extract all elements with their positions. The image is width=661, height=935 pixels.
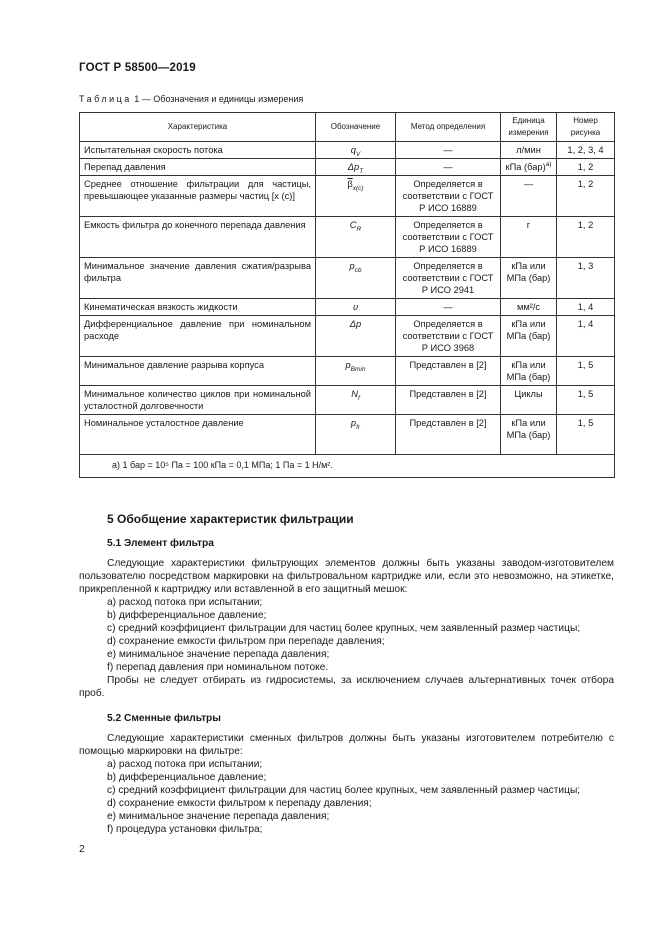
symbol-main: Δp [347, 162, 360, 172]
list-item: c) средний коэффициент фильтрации для частиц более крупных, чем заявленный размер частицы; [107, 623, 581, 634]
symbol-subscript: fr [356, 423, 361, 431]
table-caption-prefix: Таблица [79, 94, 132, 104]
col-header-unit: Единица измерения [501, 113, 557, 142]
cell-unit [501, 217, 557, 258]
list-item: b) дифференциальное давление; [107, 772, 267, 783]
cell-method: Представлен в [2] [396, 386, 501, 415]
cell-figure: 1, 2, 3, 4 [557, 142, 615, 159]
unit-text: кПа или МПа (бар) [506, 261, 551, 283]
cell-symbol [316, 217, 396, 258]
section-5-1-list [79, 596, 614, 674]
table-row [80, 159, 615, 176]
list-item: f) перепад давления при номинальном потоке. [107, 662, 329, 673]
section-5-1-intro: Следующие характеристики фильтрующих элементов должны быть указаны заводом-изготовителем пользователю посредством маркировки на фильтровальном картридже или, если это невозможно, на этикетке, прикрепленной к картриджу или вставленной в его защитный мешок: [79, 558, 614, 595]
cell-symbol [316, 159, 396, 176]
unit-text: кПа или МПа (бар) [506, 319, 551, 341]
cell-symbol [316, 176, 396, 217]
cell-unit [501, 176, 557, 217]
table-caption [79, 94, 303, 104]
table-header-row [80, 113, 615, 142]
cell-method: Определяется в соответствии с ГОСТ Р ИСО 16889 [396, 176, 501, 217]
unit-text: кПа или МПа (бар) [506, 360, 551, 382]
cell-method: — [396, 159, 501, 176]
section-5-2-intro: Следующие характеристики сменных фильтров должны быть указаны изготовителем потребителю с помощью маркировки на фильтре: [79, 733, 614, 757]
section-5-1-outro: Пробы не следует отбирать из гидросистемы, за исключением случаев альтернативных точек отбора проб. [79, 675, 614, 699]
symbol-main: Δp [349, 319, 362, 329]
list-item: d) сохранение емкости фильтром при перепаде давления; [107, 636, 385, 647]
unit-text: — [523, 179, 534, 189]
list-item: d) сохранение емкости фильтром к перепаду давления; [107, 798, 372, 809]
unit-text: кПа или МПа (бар) [506, 418, 551, 440]
cell-method: Представлен в [2] [396, 415, 501, 455]
cell-characteristic: Минимальное значение давления сжатия/разрыва фильтра [80, 258, 316, 299]
cell-figure: 1, 5 [557, 357, 615, 386]
cell-method: — [396, 299, 501, 316]
table-row [80, 357, 615, 386]
section-5-title: 5 Обобщение характеристик фильтрации [107, 512, 354, 526]
unit-text: кПа (бар) [505, 162, 546, 172]
designations-table [79, 112, 615, 478]
symbol-main: p [345, 360, 351, 370]
cell-figure: 1, 2 [557, 159, 615, 176]
standard-header: ГОСТ Р 58500—2019 [79, 62, 196, 74]
symbol-main: q [350, 145, 356, 155]
page-number: 2 [79, 843, 85, 855]
section-5-1-body [79, 557, 614, 700]
cell-symbol [316, 142, 396, 159]
symbol-subscript: T [359, 167, 364, 175]
table-row [80, 386, 615, 415]
cell-method: Определяется в соответствии с ГОСТ Р ИСО 16889 [396, 217, 501, 258]
cell-method: — [396, 142, 501, 159]
cell-symbol [316, 386, 396, 415]
cell-unit [501, 159, 557, 176]
col-header-symbol: Обозначение [316, 113, 396, 142]
cell-unit [501, 258, 557, 299]
cell-method: Представлен в [2] [396, 357, 501, 386]
cell-unit [501, 316, 557, 357]
symbol-main: υ [352, 302, 359, 312]
cell-unit [501, 299, 557, 316]
symbol-subscript: R [356, 225, 362, 233]
list-item: b) дифференциальное давление; [107, 610, 267, 621]
list-item: c) средний коэффициент фильтрации для частиц более крупных, чем заявленный размер частицы; [107, 785, 581, 796]
cell-unit [501, 386, 557, 415]
unit-text: мм²/с [516, 302, 541, 312]
col-header-characteristic: Характеристика [80, 113, 316, 142]
list-item: e) минимальное значение перепада давления; [107, 811, 330, 822]
cell-symbol [316, 299, 396, 316]
symbol-subscript: f [357, 394, 360, 402]
cell-characteristic: Дифференциальное давление при номинальном расходе [80, 316, 316, 357]
unit-text: л/мин [516, 145, 541, 155]
symbol-main: C [349, 220, 357, 230]
col-header-figure: Номер рисунка [557, 113, 615, 142]
table-row [80, 217, 615, 258]
unit-footnote-mark: а) [545, 160, 552, 168]
table-row [80, 142, 615, 159]
cell-characteristic: Испытательная скорость потока [80, 142, 316, 159]
symbol-subscript: cb [354, 266, 362, 274]
cell-characteristic: Номинальное усталостное давление [80, 415, 316, 455]
section-5-2-list [79, 758, 614, 836]
symbol-main: N [351, 389, 358, 399]
table-row [80, 258, 615, 299]
table-row [80, 415, 615, 455]
cell-characteristic: Кинематическая вязкость жидкости [80, 299, 316, 316]
cell-unit [501, 357, 557, 386]
section-5-2-body [79, 732, 614, 836]
unit-text: г [526, 220, 531, 230]
cell-symbol [316, 258, 396, 299]
table-row [80, 299, 615, 316]
list-item: a) расход потока при испытании; [107, 597, 263, 608]
cell-figure: 1, 4 [557, 316, 615, 357]
table-row [80, 176, 615, 217]
cell-figure: 1, 4 [557, 299, 615, 316]
cell-figure: 1, 3 [557, 258, 615, 299]
cell-method: Определяется в соответствии с ГОСТ Р ИСО 3968 [396, 316, 501, 357]
cell-characteristic: Минимальное давление разрыва корпуса [80, 357, 316, 386]
section-5-2-title: 5.2 Сменные фильтры [107, 713, 221, 724]
list-item: e) минимальное значение перепада давления; [107, 649, 330, 660]
symbol-main: $\overline{\beta}$ [347, 179, 353, 189]
col-header-method: Метод определения [396, 113, 501, 142]
unit-text: Циклы [514, 389, 543, 399]
table-footnote: а) 1 бар = 10⁵ Па = 100 кПа = 0,1 МПа; 1 Па = 1 Н/м². [80, 455, 615, 478]
symbol-subscript: Bmin [350, 365, 366, 373]
cell-figure: 1, 2 [557, 217, 615, 258]
cell-unit [501, 142, 557, 159]
list-item: a) расход потока при испытании; [107, 759, 263, 770]
symbol-main: p [350, 418, 357, 428]
cell-method: Определяется в соответствии с ГОСТ Р ИСО 2941 [396, 258, 501, 299]
table-caption-text: 1 — Обозначения и единицы измерения [131, 94, 304, 104]
cell-symbol [316, 316, 396, 357]
section-5-1-title: 5.1 Элемент фильтра [107, 538, 214, 549]
table-row [80, 316, 615, 357]
cell-characteristic: Емкость фильтра до конечного перепада давления [80, 217, 316, 258]
cell-figure: 1, 5 [557, 415, 615, 455]
cell-characteristic: Перепад давления [80, 159, 316, 176]
symbol-subscript: V [355, 150, 361, 158]
cell-symbol [316, 357, 396, 386]
cell-unit [501, 415, 557, 455]
cell-symbol [316, 415, 396, 455]
table-note-row [80, 455, 615, 478]
symbol-main: p [349, 261, 355, 271]
cell-figure: 1, 2 [557, 176, 615, 217]
cell-characteristic: Минимальное количество циклов при номинальной усталостной долговечности [80, 386, 316, 415]
cell-figure: 1, 5 [557, 386, 615, 415]
cell-characteristic: Среднее отношение фильтрации для частицы, превышающее указанные размеры частиц [x (c)] [80, 176, 316, 217]
list-item: f) процедура установки фильтра; [107, 824, 263, 835]
symbol-subscript: x(c) [352, 184, 364, 192]
